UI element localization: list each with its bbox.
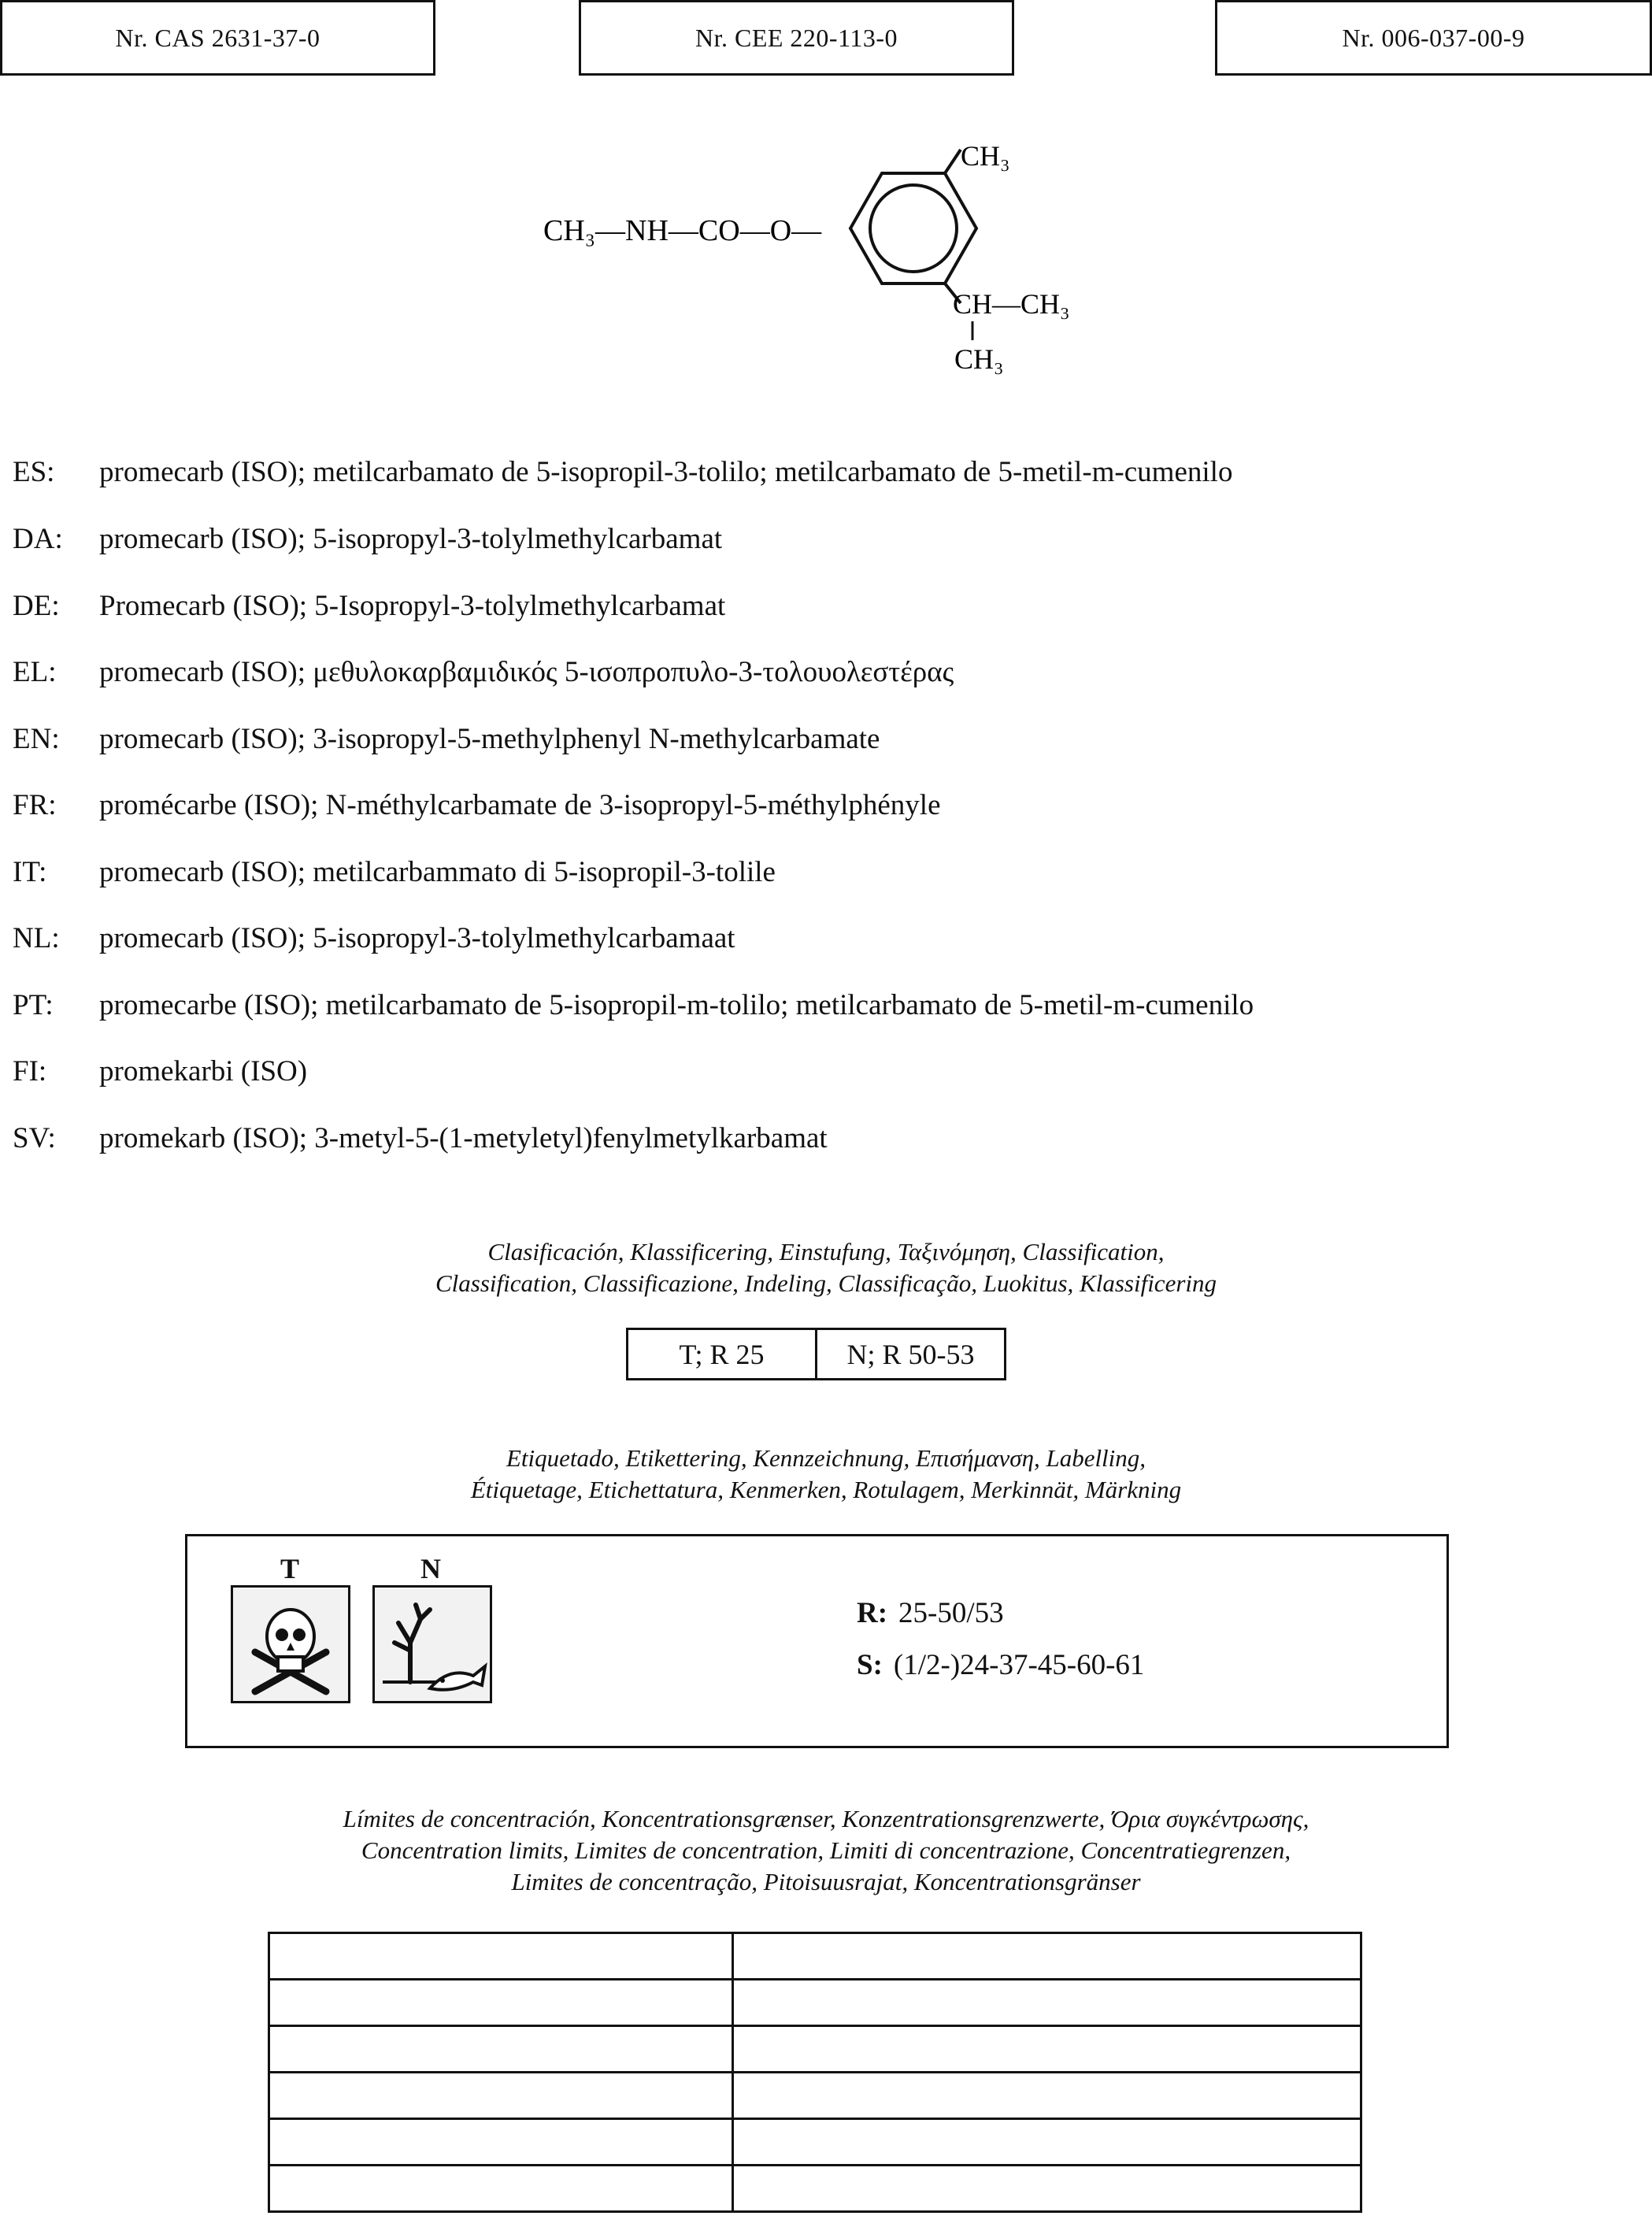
formula-chain: CH₃—NH—CO—O— <box>543 214 822 247</box>
table-cell <box>732 1980 1361 2026</box>
limits-caption-line-1: Límites de concentración, Koncentrationsgrænser, Konzentrationsgrenzwerte, Όρια συγκέντρωσης, <box>343 1805 1309 1832</box>
table-cell <box>269 2073 733 2119</box>
labelling-caption-line-1: Etiquetado, Etikettering, Kennzeichnung, Επισήμανση, Labelling, <box>506 1444 1146 1472</box>
table-cell <box>269 1933 733 1980</box>
table-cell <box>732 2026 1361 2073</box>
index-number: Nr. 006-037-00-9 <box>1342 23 1525 52</box>
name-text: promecarb (ISO); μεθυλοκαρβαμιδικός 5-ισοπροπυλο-3-τολουολεστέρας <box>99 656 954 688</box>
safety-phrases <box>857 1648 1144 1682</box>
table-cell <box>732 1933 1361 1980</box>
index-number-box <box>1215 0 1652 76</box>
lang-code: DE: <box>13 590 60 622</box>
formula-methyl: CH₃ <box>961 140 1010 172</box>
dead-tree-fish-icon <box>372 1585 492 1703</box>
table-row <box>269 2119 1361 2166</box>
table-cell <box>269 2166 733 2212</box>
symbol-t-letter: T <box>280 1553 300 1584</box>
lang-code: NL: <box>13 922 60 954</box>
safety-label: S: <box>857 1649 883 1681</box>
symbol-n-letter: N <box>420 1553 441 1584</box>
name-text: promekarb (ISO); 3-metyl-5-(1-metyletyl)fenylmetylkarbamat <box>99 1122 828 1154</box>
classification-n: N; R 50-53 <box>815 1330 1004 1378</box>
labelling-box <box>185 1534 1449 1748</box>
table-row <box>269 2073 1361 2119</box>
lang-code: FI: <box>13 1055 47 1088</box>
name-text: promecarb (ISO); 5-isopropyl-3-tolylmethylcarbamat <box>99 523 723 555</box>
classification-t: T; R 25 <box>679 1338 765 1370</box>
cee-number: Nr. CEE 220-113-0 <box>695 23 898 52</box>
table-row <box>269 2166 1361 2212</box>
name-row-nl <box>13 921 735 955</box>
table-row <box>269 1933 1361 1980</box>
name-text: promecarb (ISO); 3-isopropyl-5-methylphenyl N-methylcarbamate <box>99 723 880 755</box>
table-row <box>269 1980 1361 2026</box>
lang-code: FR: <box>13 789 57 821</box>
formula-isopropyl-ch: CH—CH₃ <box>953 288 1070 320</box>
name-text: promekarbi (ISO) <box>99 1055 308 1088</box>
methyl-bond <box>945 150 961 173</box>
lang-code: ES: <box>13 456 55 488</box>
table-cell <box>732 2119 1361 2166</box>
name-row-de <box>13 589 725 623</box>
lang-code: PT: <box>13 989 54 1021</box>
lang-code: IT: <box>13 856 47 888</box>
formula-isopropyl-ch3: CH₃ <box>954 343 1004 375</box>
classification-caption-line-2: Classification, Classificazione, Indeling, Classificação, Luokitus, Klassificering <box>435 1269 1217 1297</box>
name-text: Promecarb (ISO); 5-Isopropyl-3-tolylmethylcarbamat <box>99 590 726 622</box>
limits-caption <box>0 1803 1652 1898</box>
lang-code: DA: <box>13 523 63 555</box>
concentration-limits-table <box>268 1932 1362 2213</box>
limits-caption-line-2: Concentration limits, Limites de concentration, Limiti di concentrazione, Concentratiegrenzen, <box>361 1836 1291 1864</box>
table-cell <box>269 2026 733 2073</box>
name-row-da <box>13 522 722 556</box>
name-text: promecarb (ISO); 5-isopropyl-3-tolylmethylcarbamaat <box>99 922 735 954</box>
name-row-sv <box>13 1121 828 1155</box>
table-cell <box>269 2119 733 2166</box>
lang-code: SV: <box>13 1122 56 1154</box>
limits-caption-line-3: Limites de concentração, Pitoisuusrajat, Koncentrationsgränser <box>511 1868 1141 1895</box>
classification-caption-line-1: Clasificación, Klassificering, Einstufung, Ταξινόμηση, Classification, <box>487 1238 1165 1265</box>
name-row-en <box>13 722 880 756</box>
name-row-it <box>13 855 776 889</box>
name-row-fi <box>13 1054 307 1088</box>
name-text: promecarbe (ISO); metilcarbamato de 5-isopropil-m-tolilo; metilcarbamato de 5-metil-m-cumenilo <box>99 989 1254 1021</box>
benzene-inner-circle <box>870 185 957 272</box>
table-row <box>269 2026 1361 2073</box>
structural-formula <box>520 134 1134 386</box>
name-row-el <box>13 655 954 689</box>
labelling-caption-line-2: Étiquetage, Etichettatura, Kenmerken, Rotulagem, Merkinnät, Märkning <box>470 1476 1182 1503</box>
cas-number: Nr. CAS 2631-37-0 <box>115 23 320 52</box>
lang-code: EN: <box>13 723 60 755</box>
classification-caption <box>0 1236 1652 1299</box>
risk-value: 25-50/53 <box>898 1597 1004 1629</box>
name-row-fr <box>13 788 941 822</box>
name-text: promécarbe (ISO); N-méthylcarbamate de 3-isopropyl-5-méthylphényle <box>99 789 941 821</box>
skull-crossbones-icon <box>231 1585 350 1703</box>
safety-value: (1/2-)24-37-45-60-61 <box>893 1649 1145 1681</box>
cee-number-box <box>579 0 1014 76</box>
cas-number-box <box>0 0 435 76</box>
name-row-pt <box>13 988 1254 1022</box>
table-cell <box>732 2166 1361 2212</box>
table-cell <box>269 1980 733 2026</box>
name-text: promecarb (ISO); metilcarbamato de 5-isopropil-3-tolilo; metilcarbamato de 5-metil-m-cumenilo <box>99 456 1233 488</box>
lang-code: EL: <box>13 656 57 688</box>
table-cell <box>732 2073 1361 2119</box>
risk-phrases <box>857 1596 1004 1630</box>
labelling-caption <box>0 1443 1652 1506</box>
classification-box <box>626 1328 1006 1380</box>
risk-label: R: <box>857 1597 888 1629</box>
name-row-es <box>13 455 1232 489</box>
name-text: promecarb (ISO); metilcarbammato di 5-isopropil-3-tolile <box>99 856 776 888</box>
